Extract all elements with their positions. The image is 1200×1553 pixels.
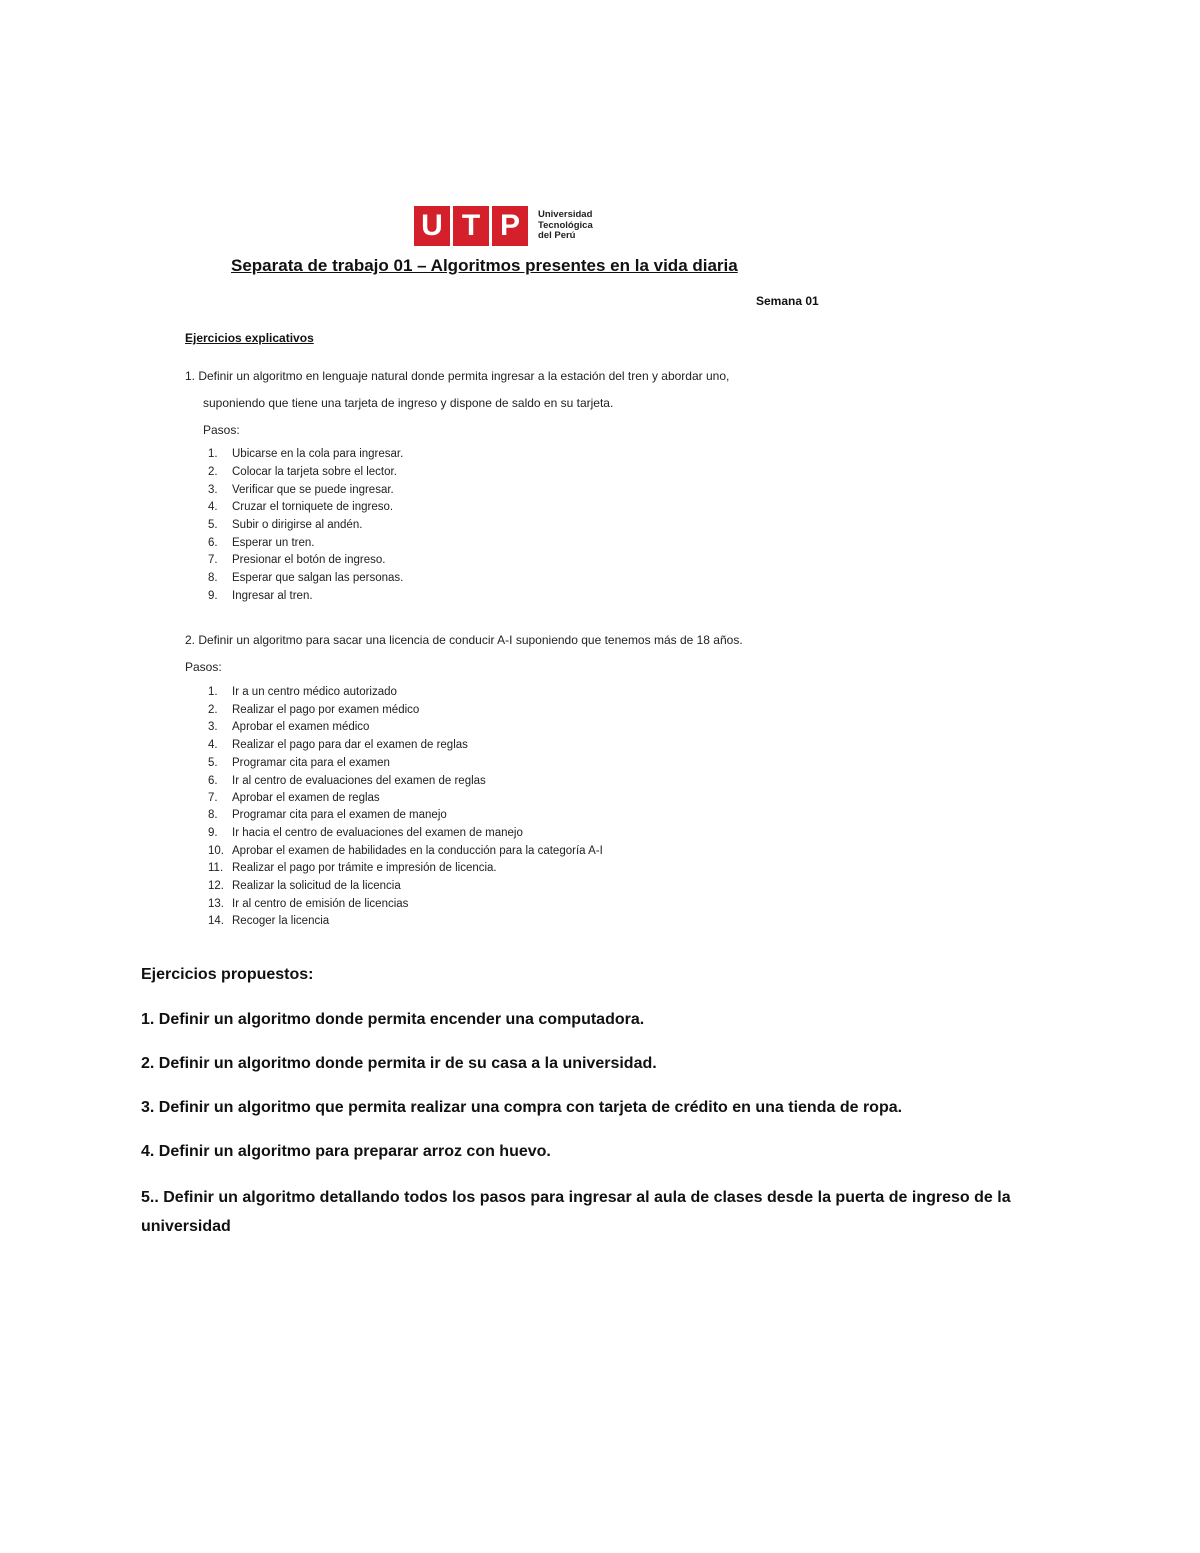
step-number: 4.: [208, 739, 218, 751]
list-item: [208, 845, 603, 857]
exercise-2-steps-label: Pasos:: [185, 660, 222, 674]
list-item: [208, 880, 401, 892]
list-item: [208, 721, 369, 733]
step-text: Recoger la licencia: [232, 915, 330, 927]
list-item: [208, 827, 523, 839]
list-item: [208, 915, 329, 927]
exercise-1-steps-label: Pasos:: [203, 423, 240, 437]
step-text: Ir hacia el centro de evaluaciones del examen de manejo: [232, 827, 523, 839]
step-number: 10.: [208, 845, 224, 857]
step-number: 6.: [208, 537, 218, 549]
proposed-item-3: 3. Definir un algoritmo que permita realizar una compra con tarjeta de crédito en una tienda de ropa.: [141, 1099, 903, 1116]
step-number: 4.: [208, 501, 218, 513]
step-text: Realizar el pago por trámite e impresión de licencia.: [232, 862, 497, 874]
step-text: Verificar que se puede ingresar.: [232, 484, 394, 496]
explanatory-heading: Ejercicios explicativos: [185, 331, 314, 345]
proposed-item-4: 4. Definir un algoritmo para preparar arroz con huevo.: [141, 1143, 551, 1160]
step-text: Ingresar al tren.: [232, 590, 313, 602]
step-number: 1.: [208, 686, 218, 698]
step-text: Subir o dirigirse al andén.: [232, 519, 363, 531]
step-text: Esperar un tren.: [232, 537, 315, 549]
exercise-1-line-2: suponiendo que tiene una tarjeta de ingreso y dispone de saldo en su tarjeta.: [203, 396, 614, 410]
step-number: 12.: [208, 880, 224, 892]
list-item: [208, 484, 394, 496]
list-item: [208, 809, 447, 821]
proposed-heading: Ejercicios propuestos:: [141, 966, 314, 983]
step-number: 5.: [208, 757, 218, 769]
proposed-item-1: 1. Definir un algoritmo donde permita encender una computadora.: [141, 1011, 645, 1028]
step-text: Colocar la tarjeta sobre el lector.: [232, 466, 397, 478]
logo-university-name: [538, 210, 593, 242]
step-text: Programar cita para el examen: [232, 757, 390, 769]
step-number: 9.: [208, 590, 218, 602]
list-item: [208, 466, 397, 478]
step-number: 3.: [208, 721, 218, 733]
step-number: 7.: [208, 554, 218, 566]
list-item: [208, 792, 380, 804]
step-text: Realizar el pago por examen médico: [232, 704, 420, 716]
step-number: 13.: [208, 898, 224, 910]
step-text: Aprobar el examen de reglas: [232, 792, 380, 804]
proposed-item-2: 2. Definir un algoritmo donde permita ir de su casa a la universidad.: [141, 1055, 657, 1072]
list-item: [208, 898, 408, 910]
step-number: 7.: [208, 792, 218, 804]
list-item: [208, 686, 397, 698]
step-number: 1.: [208, 448, 218, 460]
list-item: [208, 862, 497, 874]
list-item: [208, 554, 385, 566]
step-text: Esperar que salgan las personas.: [232, 572, 404, 584]
step-number: 2.: [208, 704, 218, 716]
step-text: Ir al centro de evaluaciones del examen de reglas: [232, 775, 486, 787]
step-text: Realizar la solicitud de la licencia: [232, 880, 401, 892]
step-text: Presionar el botón de ingreso.: [232, 554, 386, 566]
step-number: 5.: [208, 519, 218, 531]
step-number: 11.: [208, 862, 224, 874]
step-text: Aprobar el examen de habilidades en la conducción para la categoría A-I: [232, 845, 603, 857]
utp-logo: [414, 206, 593, 246]
list-item: [208, 704, 419, 716]
list-item: [208, 501, 393, 513]
step-text: Ir a un centro médico autorizado: [232, 686, 397, 698]
logo-letter-t: T: [453, 206, 489, 246]
logo-text-line-2: Tecnológica: [538, 219, 593, 231]
step-number: 8.: [208, 572, 218, 584]
step-text: Cruzar el torniquete de ingreso.: [232, 501, 394, 513]
list-item: [208, 590, 313, 602]
exercise-1-line-1: 1. Definir un algoritmo en lenguaje natural donde permita ingresar a la estación del tren y abordar uno,: [185, 369, 730, 383]
logo-text-line-1: Universidad: [538, 209, 593, 221]
step-number: 8.: [208, 809, 218, 821]
step-number: 14.: [208, 915, 224, 927]
list-item: [208, 537, 314, 549]
step-number: 9.: [208, 827, 218, 839]
week-label: Semana 01: [756, 294, 819, 308]
logo-text-line-3: del Perú: [538, 230, 576, 242]
list-item: [208, 739, 468, 751]
list-item: [208, 757, 390, 769]
step-text: Ir al centro de emisión de licencias: [232, 898, 409, 910]
proposed-item-5: 5.. Definir un algoritmo detallando todos los pasos para ingresar al aula de clases desde la puerta de ingreso de la universidad: [141, 1189, 1011, 1235]
step-text: Aprobar el examen médico: [232, 721, 370, 733]
step-number: 6.: [208, 775, 218, 787]
logo-letter-p: P: [492, 206, 528, 246]
list-item: [208, 519, 362, 531]
step-text: Programar cita para el examen de manejo: [232, 809, 447, 821]
step-number: 2.: [208, 466, 218, 478]
exercise-2-line-1: 2. Definir un algoritmo para sacar una licencia de conducir A-I suponiendo que tenemos más de 18 años.: [185, 633, 743, 647]
step-text: Ubicarse en la cola para ingresar.: [232, 448, 404, 460]
step-text: Realizar el pago para dar el examen de reglas: [232, 739, 468, 751]
document-title: Separata de trabajo 01 – Algoritmos presentes en la vida diaria: [231, 256, 738, 275]
list-item: [208, 775, 486, 787]
step-number: 3.: [208, 484, 218, 496]
logo-letter-u: U: [414, 206, 450, 246]
list-item: [208, 448, 403, 460]
list-item: [208, 572, 403, 584]
